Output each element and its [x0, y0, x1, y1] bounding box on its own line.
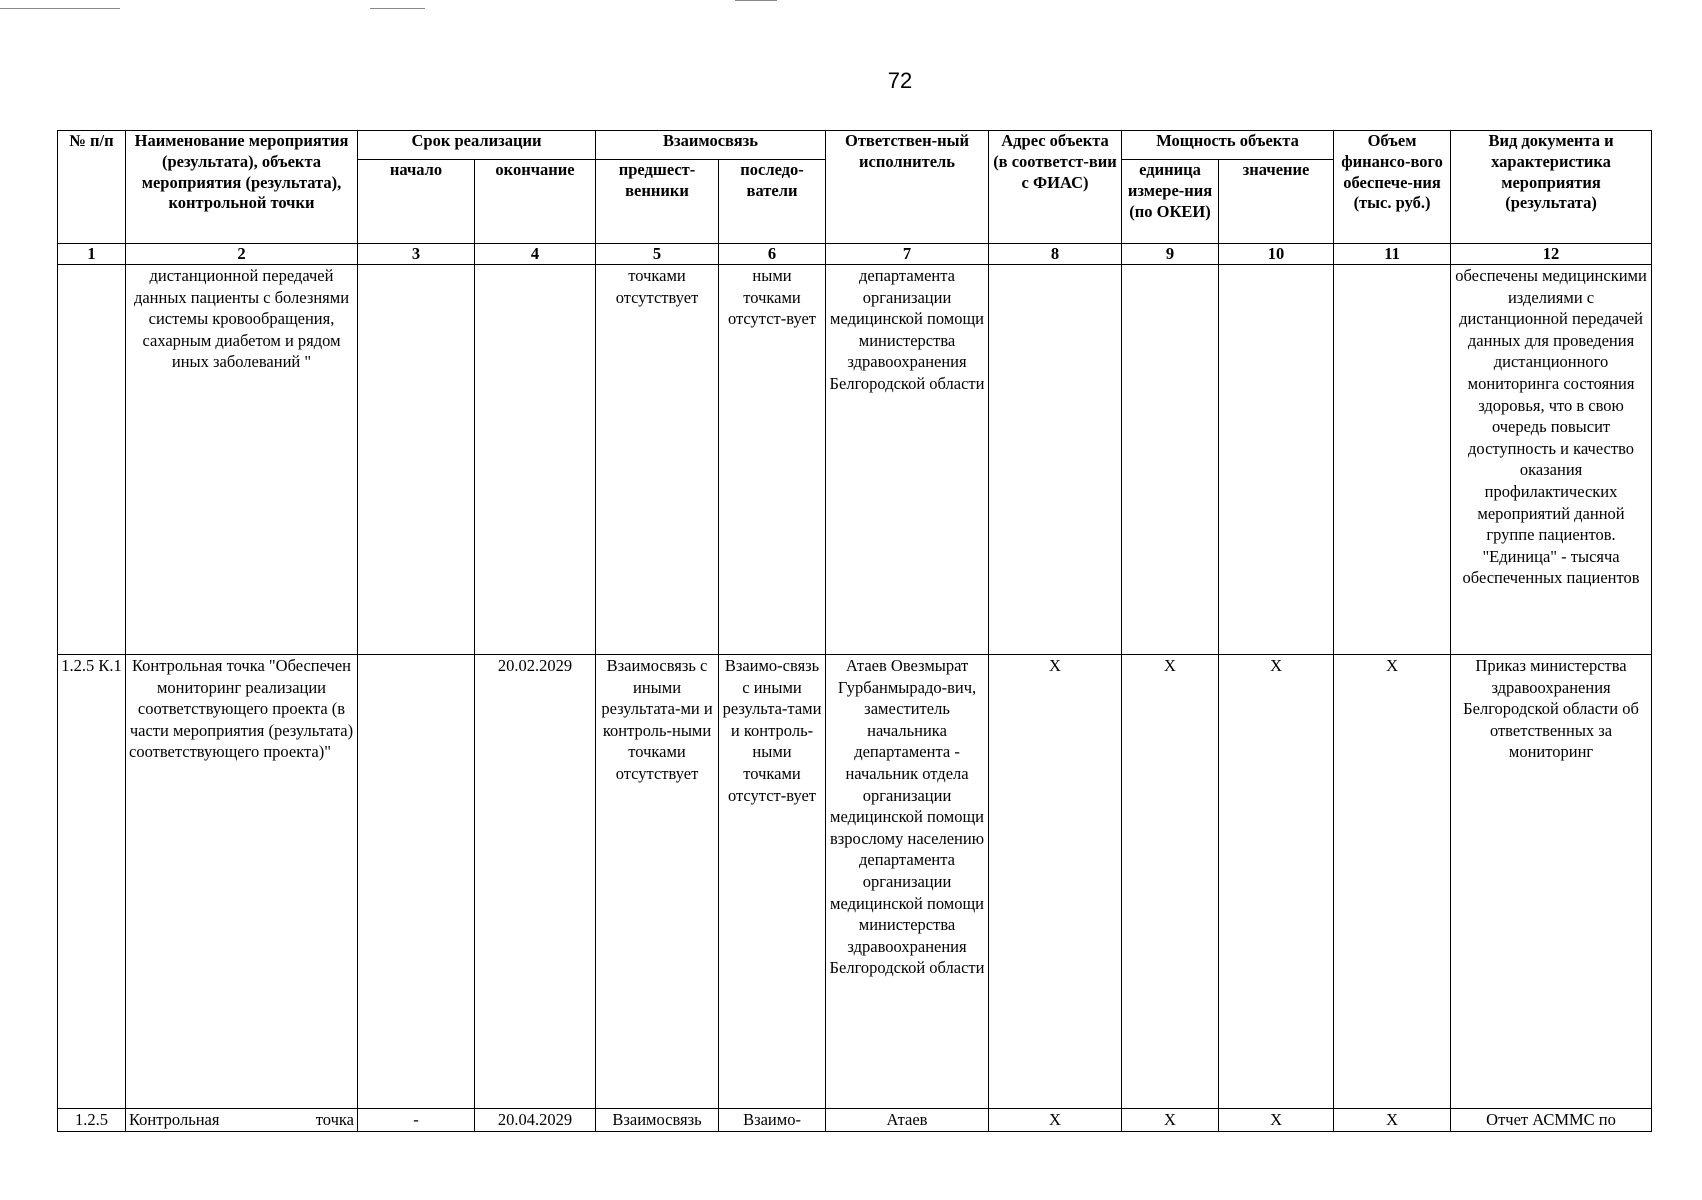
column-number: 4 [475, 244, 596, 265]
scan-artifact-line [370, 8, 425, 9]
row-responsible: Атаев [826, 1109, 989, 1132]
column-number: 9 [1122, 244, 1219, 265]
row-financing: Х [1334, 655, 1451, 1109]
header-group-link: Взаимосвязь [596, 131, 826, 160]
header-responsible: Ответствен-ный исполнитель [826, 131, 989, 244]
column-number: 10 [1219, 244, 1334, 265]
row-end [475, 265, 596, 655]
row-value [1219, 265, 1334, 655]
plan-table [57, 130, 1652, 1132]
row-successors: Взаимо- [719, 1109, 826, 1132]
row-num [58, 265, 126, 655]
header-end: окончание [475, 159, 596, 243]
header-start: начало [358, 159, 475, 243]
row-start: - [358, 1109, 475, 1132]
row-financing: Х [1334, 1109, 1451, 1132]
column-number: 3 [358, 244, 475, 265]
row-start [358, 265, 475, 655]
header-value: значение [1219, 159, 1334, 243]
column-number: 2 [126, 244, 358, 265]
table-row [58, 655, 1652, 1109]
row-end: 20.02.2029 [475, 655, 596, 1109]
header-group-power: Мощность объекта [1122, 131, 1334, 160]
row-document: Отчет АСММС по [1451, 1109, 1652, 1132]
column-number: 7 [826, 244, 989, 265]
column-number: 11 [1334, 244, 1451, 265]
header-document: Вид документа и характеристика мероприятия (результата) [1451, 131, 1652, 244]
row-value: Х [1219, 655, 1334, 1109]
row-predecessors: точками отсутствует [596, 265, 719, 655]
row-predecessors: Взаимосвязь [596, 1109, 719, 1132]
header-group-period: Срок реализации [358, 131, 596, 160]
table-row [58, 265, 1652, 655]
column-number: 1 [58, 244, 126, 265]
row-responsible: департамента организации медицинской помощи министерства здравоохранения Белгородской области [826, 265, 989, 655]
header-predecessors: предшест-венники [596, 159, 719, 243]
row-address [989, 265, 1122, 655]
column-number: 6 [719, 244, 826, 265]
row-unit [1122, 265, 1219, 655]
table-row [58, 1109, 1652, 1132]
header-successors: последо-ватели [719, 159, 826, 243]
row-num: 1.2.5 К.1 [58, 655, 126, 1109]
row-num: 1.2.5 [58, 1109, 126, 1132]
row-name: Контрольная точка [126, 1109, 358, 1132]
row-start [358, 655, 475, 1109]
scan-artifact-line [735, 0, 777, 1]
row-document: Приказ министерства здравоохранения Белгородской области об ответственных за мониторинг [1451, 655, 1652, 1109]
header-unit: единица измере-ния (по ОКЕИ) [1122, 159, 1219, 243]
page-number: 72 [887, 68, 913, 93]
row-unit: Х [1122, 1109, 1219, 1132]
header-address: Адрес объекта (в соответст-вии с ФИАС) [989, 131, 1122, 244]
row-predecessors: Взаимосвязь с иными результата-ми и контроль-ными точками отсутствует [596, 655, 719, 1109]
row-address: Х [989, 1109, 1122, 1132]
row-document: обеспечены медицинскими изделиями с дистанционной передачей данных для проведения дистанционного мониторинга состояния здоровья, что в свою очередь повысит доступность и качество оказания профилактических мероприятий данной группе пациентов. "Единица" - тысяча обеспеченных пациентов [1451, 265, 1652, 655]
row-end: 20.04.2029 [475, 1109, 596, 1132]
header-num: № п/п [58, 131, 126, 244]
column-number: 12 [1451, 244, 1652, 265]
header-financing: Объем финансо-вого обеспече-ния (тыс. руб.) [1334, 131, 1451, 244]
column-number: 8 [989, 244, 1122, 265]
header-row [58, 131, 1652, 160]
row-financing [1334, 265, 1451, 655]
row-responsible: Атаев Овезмырат Гурбанмырадо-вич, заместитель начальника департамента - начальник отдела организации медицинской помощи взрослому населению департамента организации медицинской помощи министерства здравоохранения Белгородской области [826, 655, 989, 1109]
column-number: 5 [596, 244, 719, 265]
header-name: Наименование мероприятия (результата), объекта мероприятия (результата), контрольной точки [126, 131, 358, 244]
scan-artifact-line [0, 8, 120, 9]
column-number-row [58, 244, 1652, 265]
row-name: Контрольная точка "Обеспечен мониторинг реализации соответствующего проекта (в части мероприятия (результата) соответствующего проекта)" [126, 655, 358, 1109]
row-successors: ными точками отсутст-вует [719, 265, 826, 655]
row-address: Х [989, 655, 1122, 1109]
row-value: Х [1219, 1109, 1334, 1132]
row-name: дистанционной передачей данных пациенты с болезнями системы кровообращения, сахарным диабетом и рядом иных заболеваний " [126, 265, 358, 655]
row-unit: Х [1122, 655, 1219, 1109]
row-successors: Взаимо-связь с иными результа-тами и контроль-ными точками отсутст-вует [719, 655, 826, 1109]
